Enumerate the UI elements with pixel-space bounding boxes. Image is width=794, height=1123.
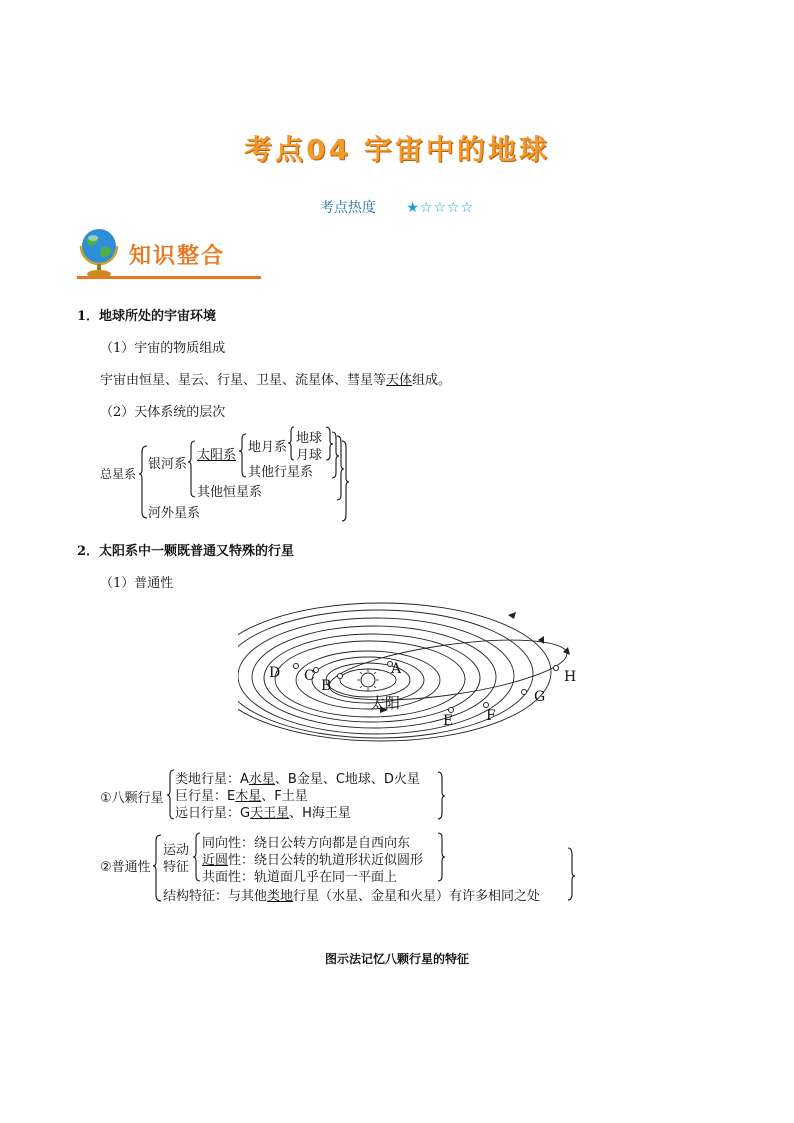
- giant-row: [175, 785, 308, 804]
- sub-heading-1-2: （2）天体系统的层次: [100, 405, 226, 420]
- giant-pre: 巨行星：E: [175, 789, 236, 804]
- figure-caption: 图示法记忆八颗行星的特征: [324, 952, 469, 966]
- planet-label-c: C: [304, 668, 315, 684]
- paragraph-matter: [100, 369, 451, 388]
- motion-label-1: 运动: [163, 843, 190, 858]
- planet-label-g: G: [534, 689, 546, 705]
- tree-other-stars: 其他恒星系: [197, 485, 263, 500]
- distant-row: [175, 802, 351, 821]
- tree-earth: 地球: [296, 431, 323, 446]
- motion-label-2: 特征: [163, 860, 190, 875]
- terrestrial-underlined: 水星: [248, 772, 275, 787]
- tree-other-planets: 其他行星系: [248, 465, 314, 480]
- planet-label-h: H: [564, 669, 577, 685]
- structure-post: 行星（水星、金星和火星）有许多相同之处: [293, 889, 541, 904]
- tree-moon: 月球: [296, 448, 323, 463]
- planet-label-e: E: [443, 713, 454, 729]
- tree-solar: 太阳系: [197, 448, 237, 463]
- structure-pre: 结构特征：与其他: [163, 889, 268, 904]
- sun-label: 太阳: [370, 694, 401, 712]
- giant-underlined: 木星: [235, 789, 262, 804]
- terrestrial-row: [175, 768, 420, 787]
- distant-post: 、H海王星: [289, 806, 351, 821]
- heading-1: 1．地球所处的宇宙环境: [77, 309, 217, 324]
- globe-icon: [77, 226, 125, 280]
- section-banner: [77, 226, 261, 282]
- tree-root: 总星系: [100, 467, 137, 481]
- heading-2: 2．太阳系中一颗既普通又特殊的行星: [77, 544, 295, 559]
- eight-planets-label: ①八颗行星: [100, 791, 164, 806]
- distant-underlined: 天王星: [250, 806, 290, 821]
- structure-feature: [163, 885, 540, 904]
- motion-near-circular: [202, 849, 423, 868]
- common-label: ②普通性: [100, 860, 151, 875]
- heat-stars: ★☆☆☆☆: [406, 200, 475, 216]
- structure-underlined: 类地: [267, 889, 294, 904]
- tree-galaxy: 银河系: [148, 457, 188, 472]
- planet-label-d: D: [269, 665, 281, 681]
- section-title: 知识整合: [129, 244, 226, 269]
- tree-extragalactic: 河外星系: [148, 506, 201, 521]
- giant-post: 、F土星: [261, 789, 308, 804]
- planet-label-a: A: [391, 661, 402, 677]
- planet-label-b: B: [321, 678, 332, 694]
- sub-heading-1-1: （1）宇宙的物质组成: [100, 341, 226, 356]
- paragraph-text: 宇宙由恒星、星云、行星、卫星、流星体、彗星等: [100, 373, 387, 388]
- sub-heading-2-1: （1）普通性: [100, 576, 174, 591]
- page-title: 考点04 宇宙中的地球: [244, 133, 550, 166]
- near-circular-post: 性：绕日公转的轨道形状近似圆形: [228, 853, 424, 868]
- section-underline: [77, 276, 261, 279]
- heat-label: 考点热度: [319, 200, 376, 216]
- near-circular-underlined: 近圆: [202, 853, 229, 868]
- paragraph-underlined: 天体: [386, 373, 413, 388]
- tree-earthmoon: 地月系: [248, 440, 288, 455]
- motion-coplanar: 共面性：轨道面几乎在同一平面上: [202, 870, 398, 885]
- terrestrial-post: 、B金星、C地球、D火星: [274, 772, 420, 787]
- heat-row: [0, 197, 794, 217]
- motion-same-direction: 同向性：绕日公转方向都是自西向东: [202, 836, 411, 851]
- planet-label-f: F: [486, 708, 496, 724]
- solar-system-diagram: [238, 600, 593, 745]
- distant-pre: 远日行星：G: [175, 806, 251, 821]
- terrestrial-pre: 类地行星：A: [175, 772, 249, 787]
- paragraph-text-end: 组成。: [412, 373, 452, 388]
